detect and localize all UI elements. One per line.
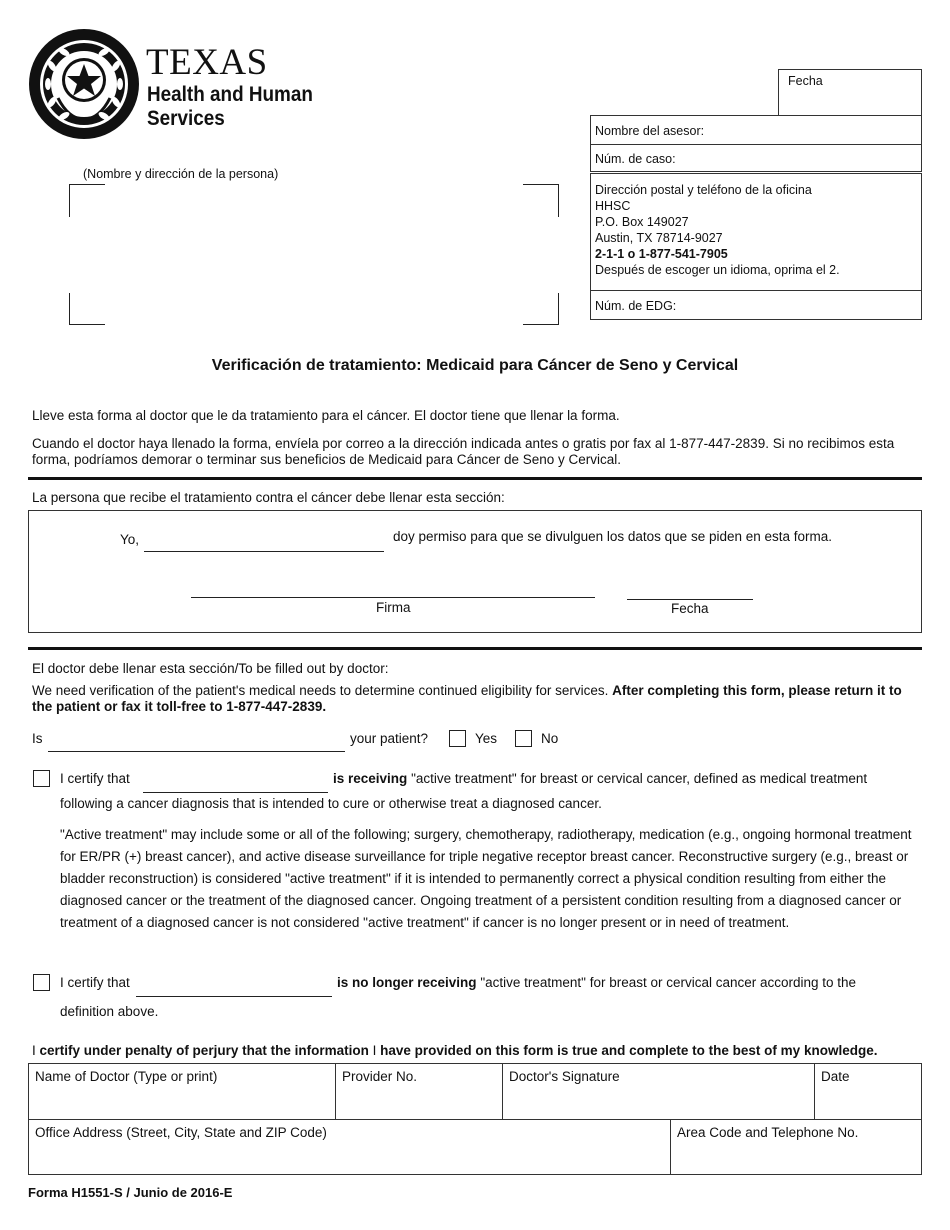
agency-name-texas: TEXAS [146, 42, 268, 83]
caso-field[interactable] [590, 144, 922, 172]
verification-need-bold: After completing this form, please return it to the patient or fax it toll-free to 1-877-447-2839. [32, 683, 902, 714]
office-address-box [590, 173, 922, 291]
patient-name-line[interactable] [144, 535, 384, 552]
office-address-line3: Austin, TX 78714-9027 [595, 231, 723, 245]
yo-label: Yo, [120, 532, 140, 547]
office-address-line2: P.O. Box 149027 [595, 215, 689, 229]
address-window-corner-tl [69, 184, 105, 217]
section-divider-2 [28, 647, 922, 650]
no-checkbox[interactable] [515, 730, 532, 747]
asesor-field[interactable] [590, 115, 922, 145]
caso-label: Núm. de caso: [595, 152, 676, 166]
perjury-statement [32, 1043, 922, 1059]
yes-label: Yes [475, 731, 498, 746]
perjury-i2: I [372, 1043, 377, 1058]
asesor-label: Nombre del asesor: [595, 124, 705, 138]
doctor-section-heading: El doctor debe llenar esta sección/To be filled out by doctor: [32, 661, 389, 676]
certify2-patient-line[interactable] [136, 980, 332, 997]
section-divider-1 [28, 477, 922, 480]
certify1-rest: "active treatment" for breast or cervical cancer, defined as medical treatment [411, 771, 868, 786]
verification-need-plain: We need verification of the patient's medical needs to determine continued eligibility for services. [32, 683, 609, 698]
address-window-corner-br [523, 293, 559, 325]
patient-permission-box [28, 510, 922, 633]
certify-receiving-checkbox[interactable] [33, 770, 50, 787]
agency-name-line3: Services [147, 107, 225, 130]
verification-need-text [32, 683, 920, 715]
is-label: Is [32, 731, 43, 746]
certify2-prefix: I certify that [60, 975, 130, 990]
person-address-label: (Nombre y dirección de la persona) [83, 167, 279, 181]
certify1-continuation: following a cancer diagnosis that is intended to cure or otherwise treat a diagnosed cancer. [60, 796, 602, 811]
doctor-name-label: Name of Doctor (Type or print) [35, 1069, 218, 1084]
doctor-name-field[interactable] [28, 1063, 336, 1120]
intro-paragraph-2: Cuando el doctor haya llenado la forma, envíela por correo a la dirección indicada antes o gratis por fax al 1-877-447-2839. Si no recibimos esta forma, podríamos demorar o terminar sus beneficios de Medicaid para Cáncer de Seno y Cervical. [32, 436, 895, 467]
doctor-date-field[interactable] [814, 1063, 922, 1120]
patient-section-heading: La persona que recibe el tratamiento contra el cáncer debe llenar esta sección: [32, 490, 505, 505]
office-address-label: Dirección postal y teléfono de la oficina [595, 183, 812, 197]
yes-checkbox[interactable] [449, 730, 466, 747]
permission-text: doy permiso para que se divulguen los datos que se piden en esta forma. [393, 529, 833, 544]
edg-field[interactable] [590, 290, 922, 320]
office-address-line1: HHSC [595, 199, 631, 213]
perjury-bold-1: certify under penalty of perjury that the information [39, 1043, 369, 1058]
fecha-box [778, 69, 922, 116]
seal-icon [28, 28, 140, 140]
certify2-text [337, 975, 917, 991]
office-address-field[interactable] [28, 1119, 671, 1175]
page-title: Verificación de tratamiento: Medicaid para Cáncer de Seno y Cervical [211, 357, 739, 374]
certify1-prefix: I certify that [60, 771, 130, 786]
office-address-field-label: Office Address (Street, City, State and ZIP Code) [35, 1125, 327, 1140]
provider-no-field[interactable] [335, 1063, 503, 1120]
edg-label: Núm. de EDG: [595, 299, 677, 313]
certify1-bold: is receiving [333, 771, 408, 786]
patient-fecha-line[interactable] [627, 583, 753, 600]
certify-no-longer-checkbox[interactable] [33, 974, 50, 991]
certify1-patient-line[interactable] [143, 776, 328, 793]
telephone-label: Area Code and Telephone No. [677, 1125, 859, 1140]
telephone-field[interactable] [670, 1119, 922, 1175]
office-phone: 2-1-1 o 1-877-541-7905 [595, 247, 728, 261]
certify2-bold: is no longer receiving [337, 975, 477, 990]
office-phone-note: Después de escoger un idioma, oprima el 2. [595, 263, 840, 277]
perjury-bold-2: have provided on this form is true and complete to the best of my knowledge. [380, 1043, 878, 1058]
form-number-footer: Forma H1551-S / Junio de 2016-E [28, 1185, 233, 1200]
intro-paragraph-1: Lleve esta forma al doctor que le da tratamiento para el cáncer. El doctor tiene que llenar la forma. [32, 408, 620, 423]
patient-fecha-label: Fecha [671, 601, 709, 616]
your-patient-label: your patient? [350, 731, 429, 746]
fecha-label: Fecha [788, 74, 823, 88]
firma-line[interactable] [191, 581, 595, 598]
active-treatment-definition: "Active treatment" may include some or all of the following; surgery, chemotherapy, radiotherapy, medication (e.g., ongoing hormonal treatment for ER/PR (+) breast cancer), and active disease surveillance for triple negative receptor breast cancer. Reconstructive surgery (e.g., breast or bladder reconstruction) is considered "active treatment" if it is intended to permanently correct a physical condition resulting from either the diagnosed cancer or the treatment of the diagnosed cancer. Ongoing treatment of a persistent condition resulting from a diagnosed cancer or treatment of a diagnosed cancer is not considered "active treatment" if cancer is no longer present or in need of treatment. [60, 827, 912, 930]
certify2-continuation: definition above. [60, 1004, 159, 1019]
perjury-i: I [32, 1043, 36, 1058]
agency-name-line2: Health and Human [147, 83, 313, 106]
certify1-text [333, 771, 913, 787]
no-label: No [541, 731, 559, 746]
doctor-signature-field[interactable] [502, 1063, 815, 1120]
firma-label: Firma [376, 600, 411, 615]
texas-hhs-seal [28, 28, 140, 140]
address-window-corner-bl [69, 293, 105, 325]
doctor-signature-label: Doctor's Signature [509, 1069, 620, 1084]
certify2-rest: "active treatment" for breast or cervical cancer according to the [480, 975, 857, 990]
address-window-corner-tr [523, 184, 559, 217]
doctor-date-label: Date [821, 1069, 850, 1084]
provider-no-label: Provider No. [342, 1069, 418, 1084]
patient-name-doctor-line[interactable] [48, 735, 345, 752]
